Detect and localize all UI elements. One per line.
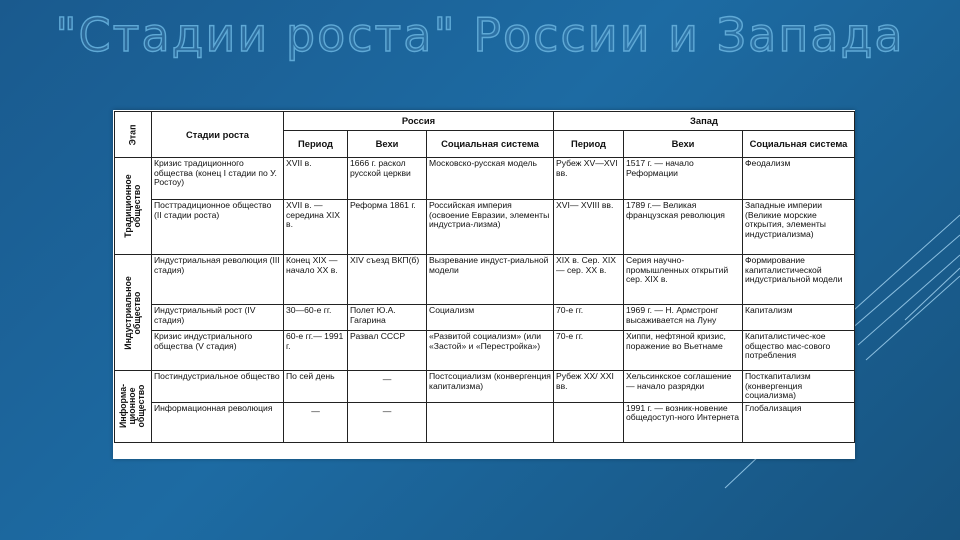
ru-system-cell: Вызревание индуст-риальной модели <box>427 255 554 305</box>
stage-cell: Индустриальный рост (IV стадия) <box>152 305 284 331</box>
ru-system-cell <box>427 402 554 442</box>
ru-system-cell: Постсоциализм (конвергенция капитализма) <box>427 371 554 403</box>
header-ru-period: Период <box>284 131 348 158</box>
ru-milestones-cell: — <box>348 371 427 403</box>
ru-period-cell: 30—60-е гг. <box>284 305 348 331</box>
ru-system-cell: Российская империя (освоение Евразии, элементы индустриа-лизма) <box>427 200 554 255</box>
growth-stages-table <box>114 111 855 443</box>
header-w-social-system: Социальная система <box>743 131 855 158</box>
group-industrial: Индустриальное общество <box>115 255 152 371</box>
stage-cell: Индустриальная революция (III стадия) <box>152 255 284 305</box>
header-russia: Россия <box>284 112 554 131</box>
header-stages: Стадии роста <box>152 112 284 158</box>
header-w-period: Период <box>554 131 624 158</box>
stage-cell: Информационная революция <box>152 402 284 442</box>
stage-cell: Кризис традиционного общества (конец I стадии по У. Ростоу) <box>152 158 284 200</box>
w-system-cell: Глобализация <box>743 402 855 442</box>
header-ru-milestones: Вехи <box>348 131 427 158</box>
ru-milestones-cell: Развал СССР <box>348 331 427 371</box>
group-informational: Информа-ционное общество <box>115 371 152 443</box>
header-ru-social-system: Социальная система <box>427 131 554 158</box>
w-milestones-cell: 1969 г. — Н. Армстронг высаживается на Луну <box>624 305 743 331</box>
stage-cell: Постиндустриальное общество <box>152 371 284 403</box>
ru-system-cell: Социализм <box>427 305 554 331</box>
ru-period-cell: Конец XIX — начало XX в. <box>284 255 348 305</box>
w-milestones-cell: 1517 г. — начало Реформации <box>624 158 743 200</box>
stage-cell: Посттрадиционное общество (II стадии роста) <box>152 200 284 255</box>
w-period-cell: 70-е гг. <box>554 305 624 331</box>
ru-milestones-cell: Полет Ю.А. Гагарина <box>348 305 427 331</box>
table-row <box>115 158 855 200</box>
w-period-cell: Рубеж XV—XVI вв. <box>554 158 624 200</box>
ru-period-cell: XVII в. <box>284 158 348 200</box>
w-system-cell: Формирование капиталистической индустриальной модели <box>743 255 855 305</box>
stage-cell: Кризис индустриального общества (V стадия) <box>152 331 284 371</box>
w-period-cell: XVI— XVIII вв. <box>554 200 624 255</box>
ru-period-cell: XVII в. — середина XIX в. <box>284 200 348 255</box>
w-system-cell: Капитализм <box>743 305 855 331</box>
table-row <box>115 200 855 255</box>
header-w-milestones: Вехи <box>624 131 743 158</box>
w-milestones-cell: 1789 г.— Великая французская революция <box>624 200 743 255</box>
w-system-cell: Западные империи (Великие морские открытия, элементы индустриализма) <box>743 200 855 255</box>
table-row <box>115 371 855 403</box>
w-period-cell: Рубеж XX/ XXI вв. <box>554 371 624 403</box>
ru-milestones-cell: — <box>348 402 427 442</box>
ru-system-cell: «Развитой социализм» (или «Застой» и «Перестройка») <box>427 331 554 371</box>
group-traditional: Традиционное общество <box>115 158 152 255</box>
table-row <box>115 305 855 331</box>
page-title: "Стадии роста" России и Запада <box>55 8 905 62</box>
w-milestones-cell: Хельсинкское соглашение — начало разрядки <box>624 371 743 403</box>
ru-period-cell: 60-е гг.— 1991 г. <box>284 331 348 371</box>
w-period-cell <box>554 402 624 442</box>
header-west: Запад <box>554 112 855 131</box>
table-row <box>115 331 855 371</box>
w-period-cell: 70-е гг. <box>554 331 624 371</box>
ru-milestones-cell: Реформа 1861 г. <box>348 200 427 255</box>
growth-stages-table-image <box>113 110 855 459</box>
w-system-cell: Феодализм <box>743 158 855 200</box>
w-system-cell: Посткапитализм (конвергенция социализма) <box>743 371 855 403</box>
w-milestones-cell: 1991 г. — возник-новение общедоступ-ного Интернета <box>624 402 743 442</box>
ru-period-cell: По сей день <box>284 371 348 403</box>
ru-milestones-cell: XIV съезд ВКП(б) <box>348 255 427 305</box>
w-system-cell: Капиталистичес-кое общество мас-сового потребления <box>743 331 855 371</box>
table-row <box>115 255 855 305</box>
ru-period-cell: — <box>284 402 348 442</box>
table-row <box>115 402 855 442</box>
ru-milestones-cell: 1666 г. раскол русской церкви <box>348 158 427 200</box>
w-milestones-cell: Хиппи, нефтяной кризис, поражение во Вьетнаме <box>624 331 743 371</box>
ru-system-cell: Московско-русская модель <box>427 158 554 200</box>
header-etap: Этап <box>115 112 152 158</box>
w-period-cell: XIX в. Сер. XIX — сер. XX в. <box>554 255 624 305</box>
w-milestones-cell: Серия научно-промышленных открытий сер. XIX в. <box>624 255 743 305</box>
